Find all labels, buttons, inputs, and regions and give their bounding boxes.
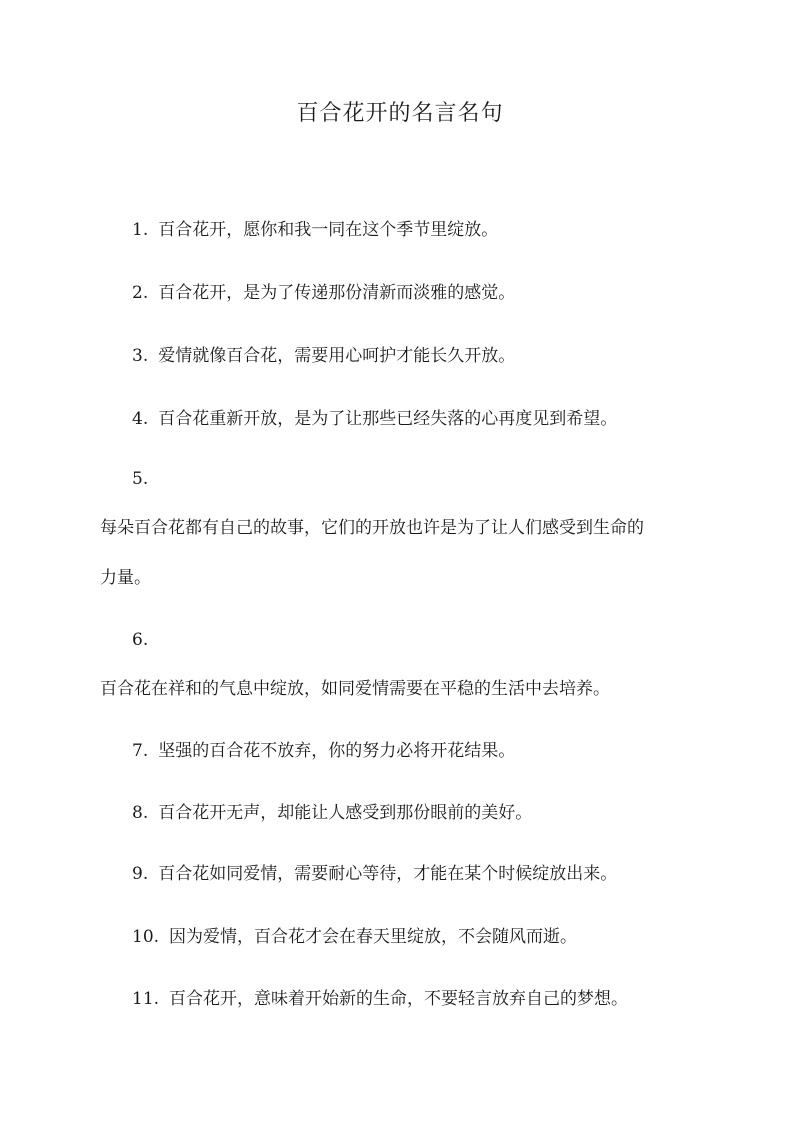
item-text: 百合花重新开放，是为了让那些已经失落的心再度见到希望。 xyxy=(158,409,618,429)
item-number: 3. xyxy=(132,346,149,366)
item-number: 8. xyxy=(132,803,149,823)
item-text: 百合花开，是为了传递那份清新而淡雅的感觉。 xyxy=(158,283,516,303)
list-item xyxy=(132,739,515,763)
list-item xyxy=(132,344,515,368)
item-number: 1. xyxy=(132,220,149,240)
item-text-line: 百合花在祥和的气息中绽放，如同爱情需要在平稳的生活中去培养。 xyxy=(100,679,610,699)
list-item xyxy=(132,862,617,886)
list-item xyxy=(132,925,577,949)
item-number: 4. xyxy=(132,409,149,429)
item-text: 百合花开，愿你和我一同在这个季节里绽放。 xyxy=(158,220,499,240)
list-item xyxy=(132,407,617,431)
item-text: 因为爱情，百合花才会在春天里绽放，不会随风而逝。 xyxy=(169,927,578,947)
item-text: 坚强的百合花不放弃，你的努力必将开花结果。 xyxy=(158,741,516,761)
item-number: 2. xyxy=(132,283,149,303)
list-item-number-only xyxy=(132,628,158,652)
item-number: 7. xyxy=(132,741,149,761)
item-text: 爱情就像百合花，需要用心呵护才能长久开放。 xyxy=(158,346,516,366)
item-text-line: 每朵百合花都有自己的故事，它们的开放也许是为了让人们感受到生命的 xyxy=(100,518,644,538)
item-number: 9. xyxy=(132,864,149,884)
item-number: 11. xyxy=(132,989,160,1009)
item-number: 5. xyxy=(132,469,149,489)
list-item xyxy=(132,218,498,242)
page-title: 百合花开的名言名句 xyxy=(296,101,504,126)
item-text: 百合花开，意味着开始新的生命，不要轻言放弃自己的梦想。 xyxy=(169,989,629,1009)
item-number: 6. xyxy=(132,630,149,650)
list-item xyxy=(132,987,628,1011)
item-number: 10. xyxy=(132,927,160,947)
item-text: 百合花如同爱情，需要耐心等待，才能在某个时候绽放出来。 xyxy=(158,864,618,884)
list-item xyxy=(132,281,515,305)
list-item-number-only xyxy=(132,467,158,491)
item-text-line: 力量。 xyxy=(100,568,151,588)
item-text: 百合花开无声，却能让人感受到那份眼前的美好。 xyxy=(158,803,533,823)
list-item xyxy=(132,801,532,825)
